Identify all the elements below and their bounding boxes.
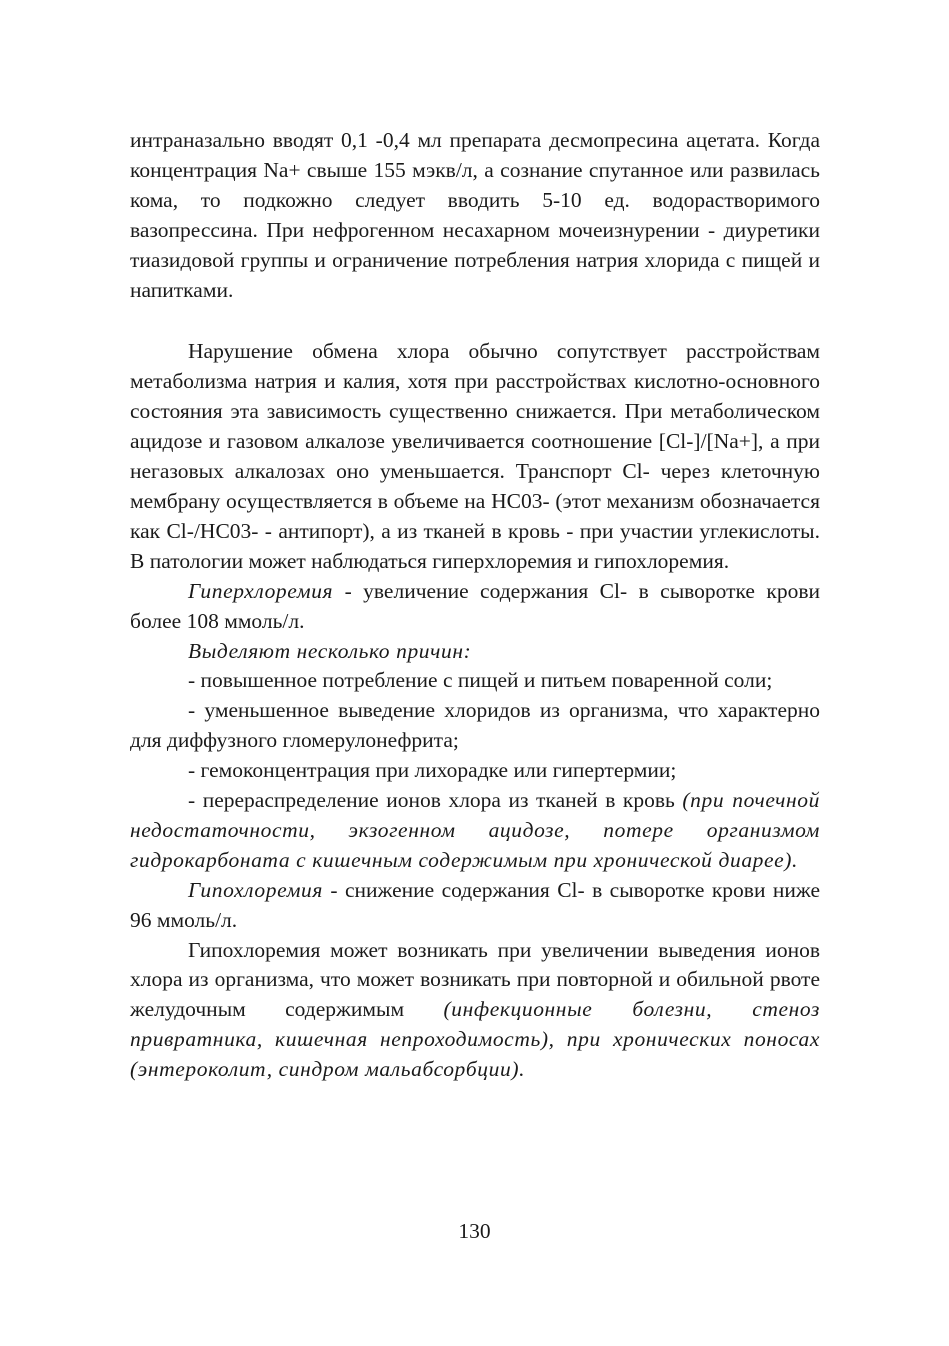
- paragraph-chlorine-intro: Нарушение обмена хлора обычно сопутствует расстройствам метаболизма натрия и калия, хотя при расстройствах кислотно-основного состояния эта зависимость существенно снижается. При метаболическом ацидозе и газовом алкалозе увеличивается соотношение [Cl-]/[Na+], а при негазовых алкалозах оно уменьшается. Транспорт Cl- через клеточную мембрану осуществляется в объеме на НС03- (этот механизм обозначается как Cl-/НС03- - антипорт), а из тканей в кровь - при участии углекислоты. В патологии может наблюдаться гиперхлоремия и гипохлоремия.: [130, 339, 820, 573]
- hypochloremia-causes-note: (инфекционные болезни, стеноз привратника, кишечная непроходимость), при хронических поносах (энтероколит, синдром мальабсорбции).: [130, 997, 820, 1082]
- paragraph-hypochloremia-causes: [130, 936, 820, 1086]
- definition-hypochloremia: - снижение содержания Cl- в сыворотке крови ниже 96 ммоль/л.: [130, 877, 820, 932]
- redistribution-note: (при почечной недостаточности, экзогенном ацидозе, потере организмом гидрокарбоната с кишечным содержимым при хронической диарее).: [130, 788, 820, 872]
- redistribution-text: - перераспределение ионов хлора из тканей в кровь: [188, 788, 683, 813]
- list-item-redistribution: [130, 786, 820, 876]
- paragraph-hyperchloremia: [130, 577, 820, 637]
- page-content: [130, 126, 820, 1085]
- term-hypochloremia: Гипохлоремия: [188, 877, 323, 902]
- term-hyperchloremia: Гиперхлоремия: [188, 578, 334, 603]
- hypochloremia-causes-text: Гипохлоремия может возникать при увеличении выведения ионов хлора из организма, что может возникать при повторной и обильной рвоте желудочным содержимым: [130, 937, 820, 1022]
- page-number: 130: [458, 1219, 491, 1243]
- causes-heading: Выделяют несколько причин:: [188, 638, 472, 663]
- paragraph-desmopressin: интраназально вводят 0,1 -0,4 мл препарата десмопресина ацетата. Когда концентрация Na+ свыше 155 мэкв/л, а сознание спутанное или развилась кома, то подкожно следует вводить 5-10 ед. водорастворимого вазопрессина. При нефрогенном несахарном мочеизнурении - диуретики тиазидовой группы и ограничение потребления натрия хлорида с пищей и напитками.: [130, 128, 820, 302]
- list-item-salt-intake: - повышенное потребление с пищей и питьем поваренной соли;: [188, 668, 773, 693]
- paragraph-causes-heading: [130, 637, 820, 667]
- paragraph-hypochloremia: [130, 876, 820, 936]
- list-item-reduced-excretion: - уменьшенное выведение хлоридов из организма, что характерно для диффузного гломерулонефрита;: [130, 698, 820, 753]
- paragraph-gap: [130, 305, 820, 337]
- definition-hyperchloremia: - увеличение содержания Cl- в сыворотке крови более 108 ммоль/л.: [130, 578, 820, 633]
- list-item-hemoconcentration: - гемоконцентрация при лихорадке или гипертермии;: [188, 758, 677, 783]
